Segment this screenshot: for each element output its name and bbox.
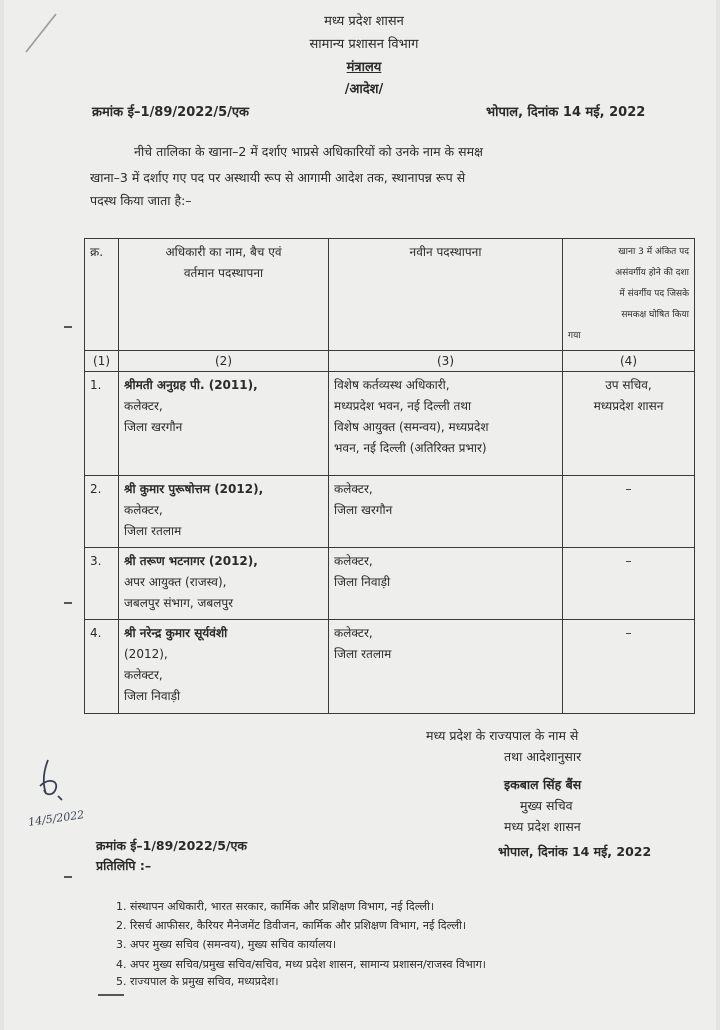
header-department: सामान्य प्रशासन विभाग <box>309 37 419 52</box>
table-row <box>85 620 695 714</box>
row-officer: श्री नरेन्द्र कुमार सूर्यवंशी (2012), कलेक्टर, जिला निवाड़ी <box>119 620 329 714</box>
table-column-number-row <box>85 351 695 372</box>
authority-line-1: मध्य प्रदेश के राज्यपाल के नाम से <box>426 728 579 743</box>
table-header-row <box>85 239 695 351</box>
margin-tick <box>64 876 72 878</box>
row-officer: श्री कुमार पुरूषोत्तम (2012), कलेक्टर, जिला रतलाम <box>119 476 329 548</box>
authority-line-2: तथा आदेशानुसार <box>504 749 582 764</box>
pen-stroke-mark <box>22 8 62 58</box>
header-ministry: मंत्रालय <box>346 60 382 75</box>
row-new-posting: कलेक्टर, जिला रतलाम <box>329 620 563 714</box>
order-number: क्रमांक ई–1/89/2022/5/एक <box>92 105 250 120</box>
row-serial: 1. <box>85 372 119 476</box>
col-number: (4) <box>563 351 695 372</box>
header-officer: अधिकारी का नाम, बैच एवं वर्तमान पदस्थापना <box>119 239 329 351</box>
copy-list-item: 2. रिसर्च आफीसर, कैरियर मैनेजमेंट डिवीजन, कार्मिक और प्रशिक्षण विभाग, नई दिल्ली। <box>116 919 467 932</box>
table-row <box>85 476 695 548</box>
row-new-posting: विशेष कर्तव्यस्थ अधिकारी, मध्यप्रदेश भवन, नई दिल्ली तथा विशेष आयुक्त (समन्वय), मध्यप्रदेश भवन, नई दिल्ली (अतिरिक्त प्रभार) <box>329 372 563 476</box>
handwritten-initials <box>34 756 68 804</box>
col-number: (1) <box>85 351 119 372</box>
signatory-designation: मुख्य सचिव <box>520 798 573 813</box>
copy-list-item: 4. अपर मुख्य सचिव/प्रमुख सचिव/सचिव, मध्य प्रदेश शासन, सामान्य प्रशासन/राजस्व विभाग। <box>116 958 486 971</box>
handwritten-date: 14/5/2022 <box>27 808 86 829</box>
header-new-posting: नवीन पदस्थापना <box>329 239 563 351</box>
row-serial: 3. <box>85 548 119 620</box>
header-equivalent-post: खाना 3 में अंकित पद असंवर्गीय होने की दशा में संवर्गीय पद जिसके समकक्ष घोषित किया गया <box>563 239 695 351</box>
intro-line-2: खाना–3 में दर्शाए गए पद पर अस्थायी रूप से आगामी आदेश तक, स्थानापन्न रूप से <box>90 170 466 185</box>
row-new-posting: कलेक्टर, जिला निवाड़ी <box>329 548 563 620</box>
order-place-date: भोपाल, दिनांक 14 मई, 2022 <box>486 105 646 120</box>
row-serial: 4. <box>85 620 119 714</box>
signatory-department: मध्य प्रदेश शासन <box>504 819 581 834</box>
end-dash <box>98 994 124 996</box>
header-order-title: /आदेश/ <box>344 82 384 97</box>
row-new-posting: कलेक्टर, जिला खरगौन <box>329 476 563 548</box>
row-officer: श्रीमती अनुग्रह पी. (2011), कलेक्टर, जिला खरगौन <box>119 372 329 476</box>
col-number: (3) <box>329 351 563 372</box>
signatory-name: इकबाल सिंह बैंस <box>504 777 582 792</box>
copy-list-item: 1. संस्थापन अधिकारी, भारत सरकार, कार्मिक और प्रशिक्षण विभाग, नई दिल्ली। <box>116 900 435 913</box>
row-equivalent-post: – <box>563 476 695 548</box>
margin-tick <box>64 602 72 604</box>
copy-order-number: क्रमांक ई–1/89/2022/5/एक <box>96 838 248 853</box>
document-page <box>4 0 716 1030</box>
copy-label: प्रतिलिपि :– <box>96 858 152 873</box>
col-number: (2) <box>119 351 329 372</box>
header-serial: क्र. <box>85 239 119 351</box>
posting-table <box>84 238 695 714</box>
table-row <box>85 548 695 620</box>
intro-line-1: नीचे तालिका के खाना–2 में दर्शाए भाप्रसे अधिकारियों को उनके नाम के समक्ष <box>134 144 484 159</box>
row-equivalent-post: उप सचिव, मध्यप्रदेश शासन <box>563 372 695 476</box>
margin-tick <box>64 326 72 328</box>
row-serial: 2. <box>85 476 119 548</box>
row-equivalent-post: – <box>563 548 695 620</box>
copy-list-item: 3. अपर मुख्य सचिव (समन्वय), मुख्य सचिव कार्यालय। <box>116 938 337 951</box>
header-state: मध्य प्रदेश शासन <box>324 14 404 29</box>
copy-place-date: भोपाल, दिनांक 14 मई, 2022 <box>498 844 652 859</box>
intro-line-3: पदस्थ किया जाता है:– <box>90 193 192 208</box>
copy-list-item: 5. राज्यपाल के प्रमुख सचिव, मध्यप्रदेश। <box>116 975 279 988</box>
row-equivalent-post: – <box>563 620 695 714</box>
row-officer: श्री तरूण भटनागर (2012), अपर आयुक्त (राजस्व), जबलपुर संभाग, जबलपुर <box>119 548 329 620</box>
table-row <box>85 372 695 476</box>
